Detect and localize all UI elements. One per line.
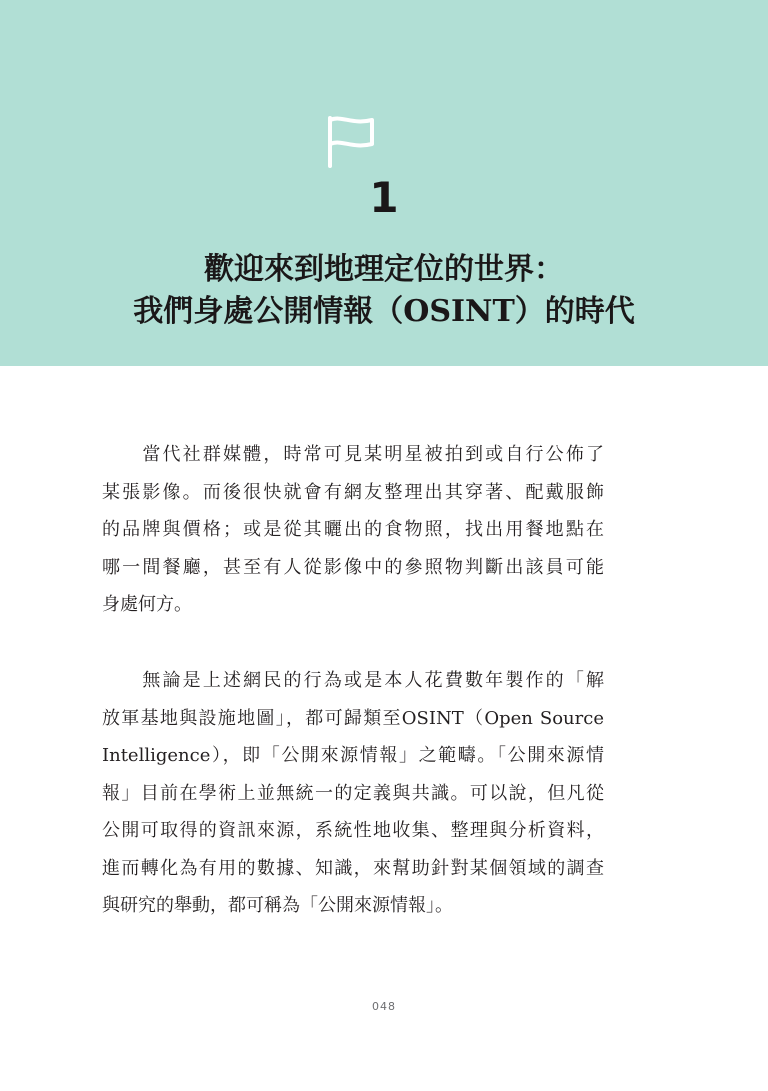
paragraph-line: 的品牌與價格；或是從其曬出的食物照，找出用餐地點在 [102,519,604,540]
chapter-header-band [0,0,768,366]
body-paragraph-1 [102,436,604,624]
chapter-number: 1 [369,173,399,222]
body-paragraph-2 [102,662,604,925]
flag-icon [326,114,378,168]
chapter-title-line1: 歡迎來到地理定位的世界： [204,252,564,287]
paragraph-line: Intelligence），即「公開來源情報」之範疇。「公開來源情 [102,745,604,766]
paragraph-line: 與研究的舉動，都可稱為「公開來源情報」。 [102,895,453,916]
paragraph-line: 某張影像。而後很快就會有網友整理出其穿著、配戴服飾 [102,481,604,503]
paragraph-line: 無論是上述網民的行為或是本人花費數年製作的「解 [102,670,604,691]
paragraph-line: 身處何方。 [102,594,192,615]
paragraph-line: 公開可取得的資訊來源，系統性地收集、整理與分析資料， [102,820,604,841]
paragraph-line: 進而轉化為有用的數據、知識，來幫助針對某個領域的調查 [102,857,604,879]
page-number: 048 [372,1000,396,1013]
chapter-title-line2: 我們身處公開情報（OSINT）的時代 [133,294,635,329]
paragraph-line: 當代社群媒體，時常可見某明星被拍到或自行公佈了 [102,444,604,465]
paragraph-line: 哪一間餐廳，甚至有人從影像中的參照物判斷出該員可能 [102,556,604,578]
paragraph-line: 報」目前在學術上並無統一的定義與共識。可以說，但凡從 [102,782,604,804]
paragraph-line: 放軍基地與設施地圖」，都可歸類至OSINT（Open Source [102,707,604,729]
